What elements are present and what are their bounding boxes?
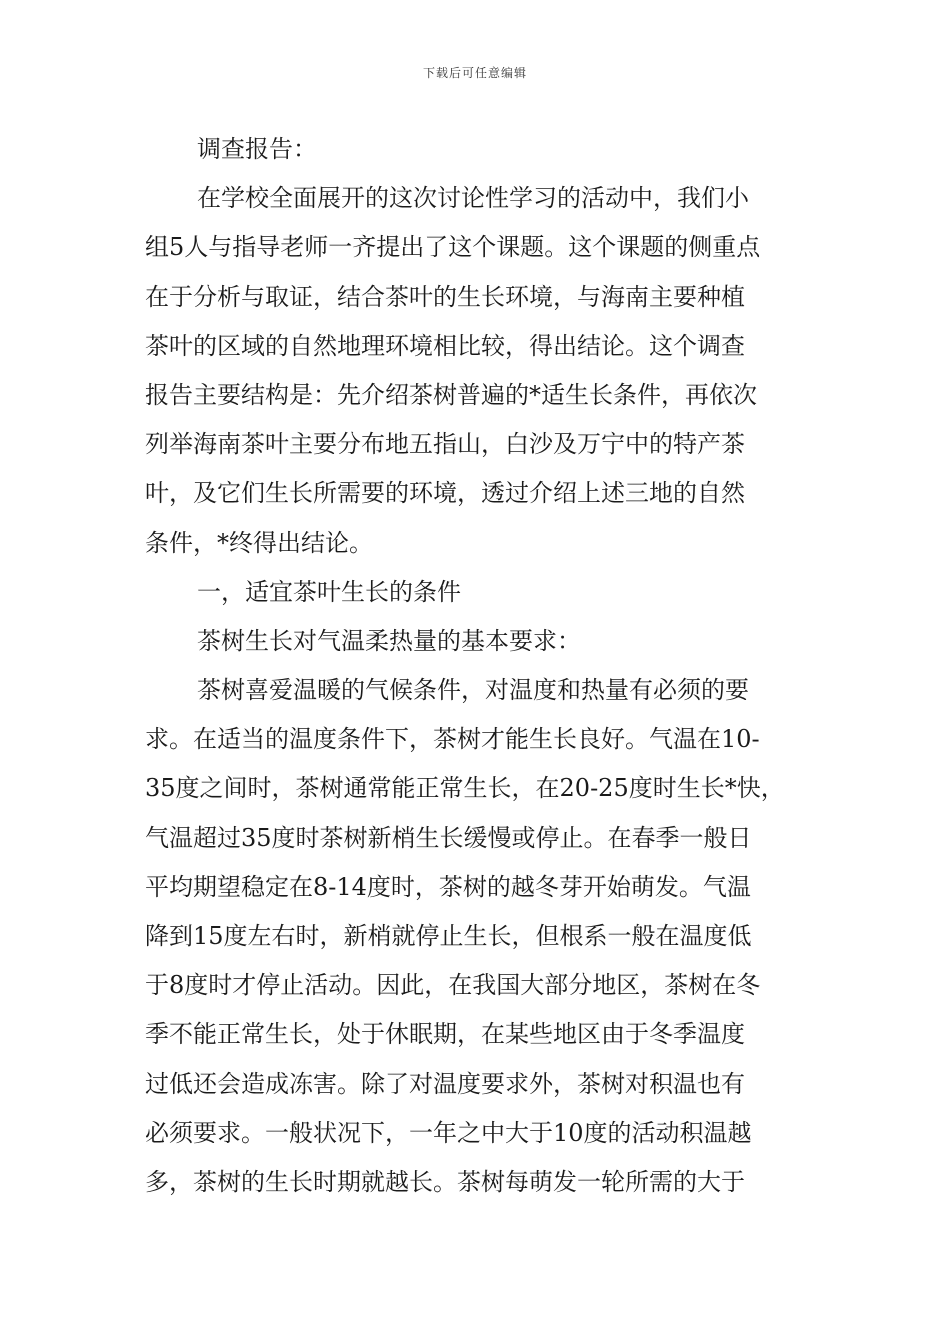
document-line: 季不能正常生长，处于休眠期，在某些地区由于冬季温度 <box>145 1020 745 1049</box>
document-line: 在学校全面展开的这次讨论性学习的活动中，我们小 <box>197 184 749 213</box>
document-line: 降到15度左右时，新梢就停止生长，但根系一般在温度低 <box>145 922 752 950</box>
document-line: 平均期望稳定在8-14度时，茶树的越冬芽开始萌发。气温 <box>145 872 751 901</box>
document-line: 过低还会造成冻害。除了对温度要求外，茶树对积温也有 <box>145 1069 745 1098</box>
document-line: 于8度时才停止活动。因此，在我国大部分地区，茶树在冬 <box>145 971 761 1000</box>
document-line: 组5人与指导老师一齐提出了这个课题。这个课题的侧重点 <box>145 233 761 262</box>
page-header: 下载后可任意编辑 <box>422 66 527 80</box>
document-line: 35度之间时，茶树通常能正常生长，在20-25度时生长*快， <box>145 774 785 803</box>
document-body <box>145 125 810 1207</box>
document-line: 求。在适当的温度条件下，茶树才能生长良好。气温在10- <box>145 725 760 754</box>
document-line: 列举海南茶叶主要分布地五指山，白沙及万宁中的特产茶 <box>145 430 745 459</box>
document-line: 调查报告： <box>197 135 317 163</box>
section-heading: 一，适宜茶叶生长的条件 <box>197 577 461 606</box>
document-line: 气温超过35度时茶树新梢生长缓慢或停止。在春季一般日 <box>145 823 752 852</box>
document-line: 叶，及它们生长所需要的环境，透过介绍上述三地的自然 <box>145 479 745 508</box>
document-line: 条件，*终得出结论。 <box>145 528 373 557</box>
document-line: 多，茶树的生长时期就越长。茶树每萌发一轮所需的大于 <box>145 1167 745 1196</box>
subsection-heading: 茶树生长对气温柔热量的基本要求： <box>197 626 581 655</box>
document-line: 茶树喜爱温暖的气候条件，对温度和热量有必须的要 <box>197 676 749 705</box>
document-line: 报告主要结构是：先介绍茶树普遍的*适生长条件，再依次 <box>145 380 757 409</box>
document-line: 必须要求。一般状况下，一年之中大于10度的活动积温越 <box>145 1118 752 1147</box>
document-line: 在于分析与取证，结合茶叶的生长环境，与海南主要种植 <box>145 282 745 311</box>
document-line: 茶叶的区域的自然地理环境相比较，得出结论。这个调查 <box>145 331 745 360</box>
